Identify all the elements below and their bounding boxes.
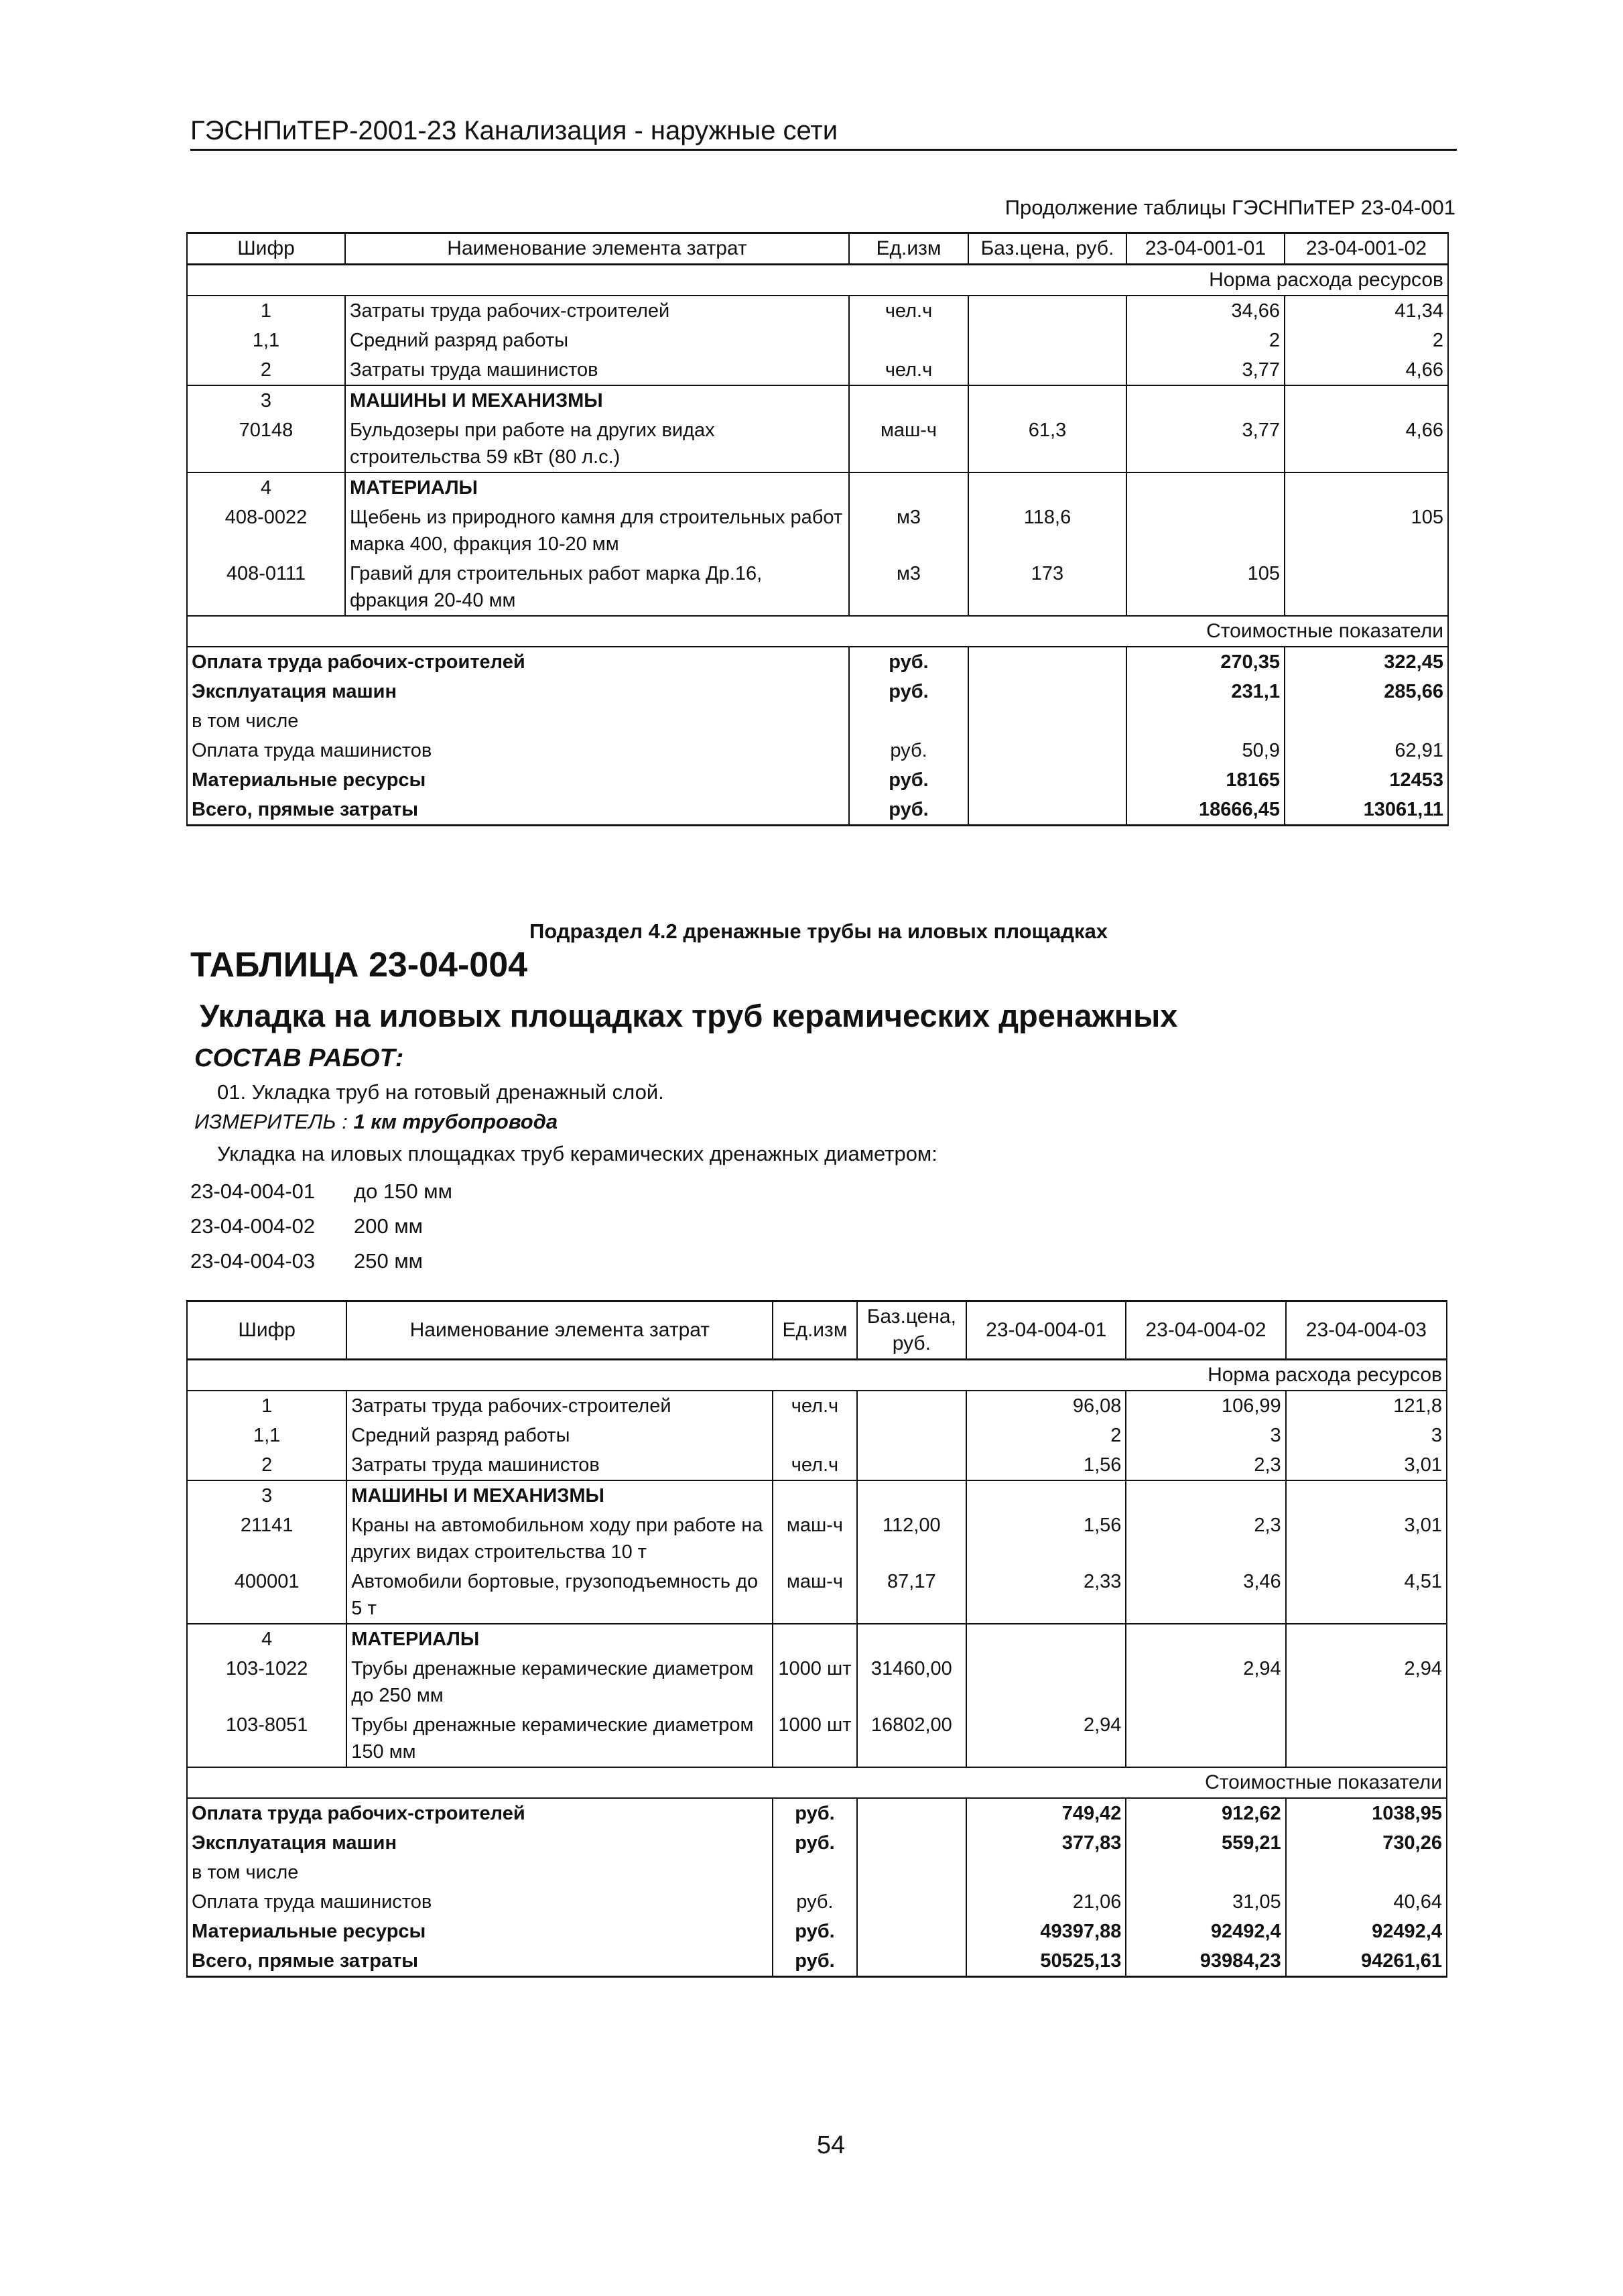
summary-row	[187, 1917, 1447, 1946]
table-row	[187, 1421, 1447, 1450]
row-value-2: 41,34	[1285, 296, 1448, 326]
row-name: Затраты труда рабочих-строителей	[346, 1391, 773, 1421]
row-value-1: 2,94	[966, 1710, 1126, 1767]
summary-unit: руб.	[849, 677, 968, 706]
table2-header-col1: 23-04-004-01	[966, 1301, 1126, 1360]
row-value-1: 1,56	[966, 1450, 1126, 1480]
summary-value-1	[966, 1858, 1126, 1887]
row-name: Затраты труда рабочих-строителей	[345, 296, 849, 326]
table-row	[187, 472, 1448, 503]
summary-unit: руб.	[773, 1946, 856, 1977]
summary-label: Материальные ресурсы	[187, 765, 849, 795]
summary-value-1: 749,42	[966, 1798, 1126, 1828]
table2-header-price: Баз.цена, руб.	[857, 1301, 967, 1360]
table-row	[187, 416, 1448, 472]
table2-header-row	[187, 1301, 1447, 1360]
row-code: 70148	[187, 416, 345, 472]
row-price	[968, 326, 1126, 355]
row-name: Затраты труда машинистов	[346, 1450, 773, 1480]
summary-row	[187, 1828, 1447, 1858]
row-value-1	[966, 1480, 1126, 1511]
row-value-2: 2,94	[1126, 1654, 1285, 1710]
row-code: 1,1	[187, 1421, 346, 1450]
row-code: 1	[187, 296, 345, 326]
row-value-1: 3,77	[1126, 355, 1285, 385]
table2	[186, 1300, 1447, 1978]
summary-value-1: 18666,45	[1126, 795, 1285, 826]
row-price	[968, 472, 1126, 503]
row-price: 118,6	[968, 503, 1126, 559]
row-name: Средний разряд работы	[345, 326, 849, 355]
row-price: 16802,00	[857, 1710, 967, 1767]
row-unit: чел.ч	[849, 355, 968, 385]
row-price	[857, 1391, 967, 1421]
summary-label: Всего, прямые затраты	[187, 1946, 773, 1977]
summary-value-2	[1285, 706, 1448, 736]
row-name: Затраты труда машинистов	[345, 355, 849, 385]
variant-list	[190, 1174, 452, 1279]
summary-label: Оплата труда машинистов	[187, 1887, 773, 1917]
summary-label: Эксплуатация машин	[187, 677, 849, 706]
table1-cost-band	[187, 616, 1448, 647]
summary-value-3: 1038,95	[1286, 1798, 1447, 1828]
row-code: 103-1022	[187, 1654, 346, 1710]
summary-row	[187, 1798, 1447, 1828]
table1-caption: Продолжение таблицы ГЭСНПиТЕР 23-04-001	[1004, 196, 1455, 219]
row-value-2: 3	[1126, 1421, 1285, 1450]
row-price: 87,17	[857, 1567, 967, 1624]
table2-norm-label: Норма расхода ресурсов	[187, 1360, 1447, 1391]
summary-row	[187, 706, 1448, 736]
row-price	[857, 1624, 967, 1654]
summary-value-2: 93984,23	[1126, 1946, 1285, 1977]
summary-value-1: 50,9	[1126, 736, 1285, 765]
summary-unit: руб.	[849, 736, 968, 765]
summary-row	[187, 647, 1448, 677]
summary-value-1: 377,83	[966, 1828, 1126, 1858]
summary-value-2: 62,91	[1285, 736, 1448, 765]
row-value-2	[1126, 1710, 1285, 1767]
list-item	[190, 1244, 452, 1279]
work-item: 01. Укладка труб на готовый дренажный слой.	[217, 1080, 664, 1104]
summary-value-2: 285,66	[1285, 677, 1448, 706]
section-heading: Укладка на иловых площадках труб керамических дренажных	[200, 998, 1178, 1033]
row-value-1: 2	[1126, 326, 1285, 355]
summary-row	[187, 765, 1448, 795]
row-price: 61,3	[968, 416, 1126, 472]
table-row	[187, 1624, 1447, 1654]
summary-value-3: 40,64	[1286, 1887, 1447, 1917]
row-unit: маш-ч	[773, 1567, 856, 1624]
row-value-3: 2,94	[1286, 1654, 1447, 1710]
row-value-2: 2,3	[1126, 1511, 1285, 1567]
summary-unit: руб.	[849, 795, 968, 826]
summary-value-1: 49397,88	[966, 1917, 1126, 1946]
summary-value-2: 92492,4	[1126, 1917, 1285, 1946]
row-unit	[849, 385, 968, 416]
list-item	[190, 1174, 452, 1209]
summary-label: Всего, прямые затраты	[187, 795, 849, 826]
row-name: Краны на автомобильном ходу при работе на других видах строительства 10 т	[346, 1511, 773, 1567]
table2-header-name: Наименование элемента затрат	[346, 1301, 773, 1360]
table1-header-code: Шифр	[187, 233, 345, 265]
summary-label: в том числе	[187, 1858, 773, 1887]
summary-label: Оплата труда машинистов	[187, 736, 849, 765]
table-row	[187, 385, 1448, 416]
variant-desc: 200 мм	[354, 1214, 423, 1238]
summary-row	[187, 1946, 1447, 1977]
measurer	[194, 1110, 558, 1134]
row-code: 3	[187, 1480, 346, 1511]
table1	[186, 232, 1449, 826]
table-row	[187, 1391, 1447, 1421]
summary-value-3	[1286, 1858, 1447, 1887]
summary-unit: руб.	[773, 1917, 856, 1946]
row-price	[968, 355, 1126, 385]
row-unit: 1000 шт	[773, 1654, 856, 1710]
row-unit: маш-ч	[849, 416, 968, 472]
row-price	[968, 296, 1126, 326]
row-value-1: 1,56	[966, 1511, 1126, 1567]
summary-unit	[773, 1858, 856, 1887]
row-value-1	[1126, 472, 1285, 503]
row-value-1	[1126, 385, 1285, 416]
row-value-3	[1286, 1480, 1447, 1511]
summary-row	[187, 795, 1448, 826]
row-price	[857, 1450, 967, 1480]
row-name: МАШИНЫ И МЕХАНИЗМЫ	[345, 385, 849, 416]
row-value-1	[966, 1624, 1126, 1654]
row-code: 1	[187, 1391, 346, 1421]
measurer-value: 1 км трубопровода	[353, 1110, 558, 1133]
row-value-2	[1285, 559, 1448, 616]
row-code: 408-0022	[187, 503, 345, 559]
row-name: МАШИНЫ И МЕХАНИЗМЫ	[346, 1480, 773, 1511]
table2-header-unit: Ед.изм	[773, 1301, 856, 1360]
row-code: 4	[187, 1624, 346, 1654]
summary-unit: руб.	[849, 765, 968, 795]
table-row	[187, 355, 1448, 385]
summary-value-2: 912,62	[1126, 1798, 1285, 1828]
row-value-2: 4,66	[1285, 416, 1448, 472]
row-value-2: 105	[1285, 503, 1448, 559]
table-row	[187, 326, 1448, 355]
row-price: 173	[968, 559, 1126, 616]
row-value-2	[1126, 1624, 1285, 1654]
row-value-3	[1286, 1710, 1447, 1767]
summary-label: Оплата труда рабочих-строителей	[187, 647, 849, 677]
subsection-title: Подраздел 4.2 дренажные трубы на иловых площадках	[529, 919, 1108, 943]
row-price	[857, 1480, 967, 1511]
table1-header-col1: 23-04-001-01	[1126, 233, 1285, 265]
row-name: МАТЕРИАЛЫ	[346, 1624, 773, 1654]
table1-cost-label: Стоимостные показатели	[187, 616, 1448, 647]
row-value-2: 4,66	[1285, 355, 1448, 385]
table-row	[187, 1710, 1447, 1767]
variant-desc: 250 мм	[354, 1249, 423, 1273]
summary-value-1: 21,06	[966, 1887, 1126, 1917]
table2-header-col2: 23-04-004-02	[1126, 1301, 1285, 1360]
row-code: 103-8051	[187, 1710, 346, 1767]
row-code: 408-0111	[187, 559, 345, 616]
row-value-1: 2,33	[966, 1567, 1126, 1624]
row-value-2: 106,99	[1126, 1391, 1285, 1421]
row-value-1: 34,66	[1126, 296, 1285, 326]
summary-value-3: 730,26	[1286, 1828, 1447, 1858]
summary-value-1: 231,1	[1126, 677, 1285, 706]
summary-value-1: 50525,13	[966, 1946, 1126, 1977]
page-header: ГЭСНПиТЕР-2001-23 Канализация - наружные сети	[190, 113, 1457, 151]
table2-header-code: Шифр	[187, 1301, 346, 1360]
summary-value-2: 31,05	[1126, 1887, 1285, 1917]
table2-header-col3: 23-04-004-03	[1286, 1301, 1447, 1360]
summary-unit: руб.	[773, 1798, 856, 1828]
table1-header-col2: 23-04-001-02	[1285, 233, 1448, 265]
variant-desc: до 150 мм	[354, 1179, 452, 1203]
table2-cost-band	[187, 1767, 1447, 1798]
table-row	[187, 1511, 1447, 1567]
table1-header-name: Наименование элемента затрат	[345, 233, 849, 265]
summary-value-3: 92492,4	[1286, 1917, 1447, 1946]
table1-norm-band	[187, 265, 1448, 296]
summary-value-1	[1126, 706, 1285, 736]
row-code: 21141	[187, 1511, 346, 1567]
row-code: 4	[187, 472, 345, 503]
row-unit: 1000 шт	[773, 1710, 856, 1767]
table-title: ТАБЛИЦА 23-04-004	[190, 946, 528, 984]
table-row	[187, 1450, 1447, 1480]
page-number: 54	[816, 2131, 846, 2159]
table1-header-price: Баз.цена, руб.	[968, 233, 1126, 265]
row-name: МАТЕРИАЛЫ	[345, 472, 849, 503]
row-unit: м3	[849, 503, 968, 559]
list-item	[190, 1209, 452, 1244]
row-unit	[773, 1480, 856, 1511]
measurer-label: ИЗМЕРИТЕЛЬ :	[194, 1110, 348, 1133]
row-code: 2	[187, 1450, 346, 1480]
work-composition-label: СОСТАВ РАБОТ:	[194, 1044, 404, 1072]
row-unit	[849, 326, 968, 355]
summary-unit: руб.	[773, 1828, 856, 1858]
row-price	[968, 385, 1126, 416]
table-row	[187, 296, 1448, 326]
row-name: Автомобили бортовые, грузоподъемность до 5 т	[346, 1567, 773, 1624]
row-code: 1,1	[187, 326, 345, 355]
intro-text: Укладка на иловых площадках труб керамических дренажных диаметром:	[217, 1142, 937, 1165]
row-name: Бульдозеры при работе на других видах строительства 59 кВт (80 л.с.)	[345, 416, 849, 472]
row-value-1: 105	[1126, 559, 1285, 616]
summary-label: в том числе	[187, 706, 849, 736]
row-code: 2	[187, 355, 345, 385]
summary-value-2: 322,45	[1285, 647, 1448, 677]
table-row	[187, 1567, 1447, 1624]
row-value-1: 96,08	[966, 1391, 1126, 1421]
row-unit	[773, 1421, 856, 1450]
variant-code: 23-04-004-01	[190, 1179, 316, 1203]
row-value-1: 2	[966, 1421, 1126, 1450]
row-price	[857, 1421, 967, 1450]
summary-value-2: 13061,11	[1285, 795, 1448, 826]
row-price: 112,00	[857, 1511, 967, 1567]
row-value-3: 3,01	[1286, 1450, 1447, 1480]
row-unit: чел.ч	[849, 296, 968, 326]
row-value-2: 2,3	[1126, 1450, 1285, 1480]
table-row	[187, 503, 1448, 559]
summary-value-1: 18165	[1126, 765, 1285, 795]
table2-cost-label: Стоимостные показатели	[187, 1767, 1447, 1798]
row-unit: м3	[849, 559, 968, 616]
table1-header-row	[187, 233, 1448, 265]
summary-unit: руб.	[773, 1887, 856, 1917]
row-value-1: 3,77	[1126, 416, 1285, 472]
row-value-3: 121,8	[1286, 1391, 1447, 1421]
row-name: Трубы дренажные керамические диаметром 150 мм	[346, 1710, 773, 1767]
summary-unit	[849, 706, 968, 736]
row-name: Гравий для строительных работ марка Др.16, фракция 20-40 мм	[345, 559, 849, 616]
table1-header-unit: Ед.изм	[849, 233, 968, 265]
summary-label: Эксплуатация машин	[187, 1828, 773, 1858]
row-name: Щебень из природного камня для строительных работ марка 400, фракция 10-20 мм	[345, 503, 849, 559]
table-row	[187, 1654, 1447, 1710]
table-row	[187, 1480, 1447, 1511]
summary-label: Оплата труда рабочих-строителей	[187, 1798, 773, 1828]
row-value-2	[1285, 385, 1448, 416]
summary-row	[187, 677, 1448, 706]
variant-code: 23-04-004-02	[190, 1214, 316, 1238]
summary-label: Материальные ресурсы	[187, 1917, 773, 1946]
table2-norm-band	[187, 1360, 1447, 1391]
summary-row	[187, 1887, 1447, 1917]
row-unit: чел.ч	[773, 1391, 856, 1421]
row-value-1	[1126, 503, 1285, 559]
row-value-3: 3,01	[1286, 1511, 1447, 1567]
row-code: 400001	[187, 1567, 346, 1624]
row-unit: маш-ч	[773, 1511, 856, 1567]
summary-row	[187, 1858, 1447, 1887]
row-value-2	[1285, 472, 1448, 503]
summary-unit: руб.	[849, 647, 968, 677]
row-price: 31460,00	[857, 1654, 967, 1710]
table-row	[187, 559, 1448, 616]
row-value-3	[1286, 1624, 1447, 1654]
row-unit	[849, 472, 968, 503]
table1-norm-label: Норма расхода ресурсов	[187, 265, 1448, 296]
row-value-2	[1126, 1480, 1285, 1511]
row-unit	[773, 1624, 856, 1654]
summary-value-2	[1126, 1858, 1285, 1887]
variant-code: 23-04-004-03	[190, 1249, 316, 1273]
summary-value-2: 559,21	[1126, 1828, 1285, 1858]
summary-row	[187, 736, 1448, 765]
row-value-1	[966, 1654, 1126, 1710]
row-code: 3	[187, 385, 345, 416]
row-value-2: 3,46	[1126, 1567, 1285, 1624]
summary-value-1: 270,35	[1126, 647, 1285, 677]
row-value-3: 3	[1286, 1421, 1447, 1450]
summary-value-2: 12453	[1285, 765, 1448, 795]
row-unit: чел.ч	[773, 1450, 856, 1480]
row-name: Средний разряд работы	[346, 1421, 773, 1450]
row-name: Трубы дренажные керамические диаметром до 250 мм	[346, 1654, 773, 1710]
row-value-3: 4,51	[1286, 1567, 1447, 1624]
row-value-2: 2	[1285, 326, 1448, 355]
summary-value-3: 94261,61	[1286, 1946, 1447, 1977]
